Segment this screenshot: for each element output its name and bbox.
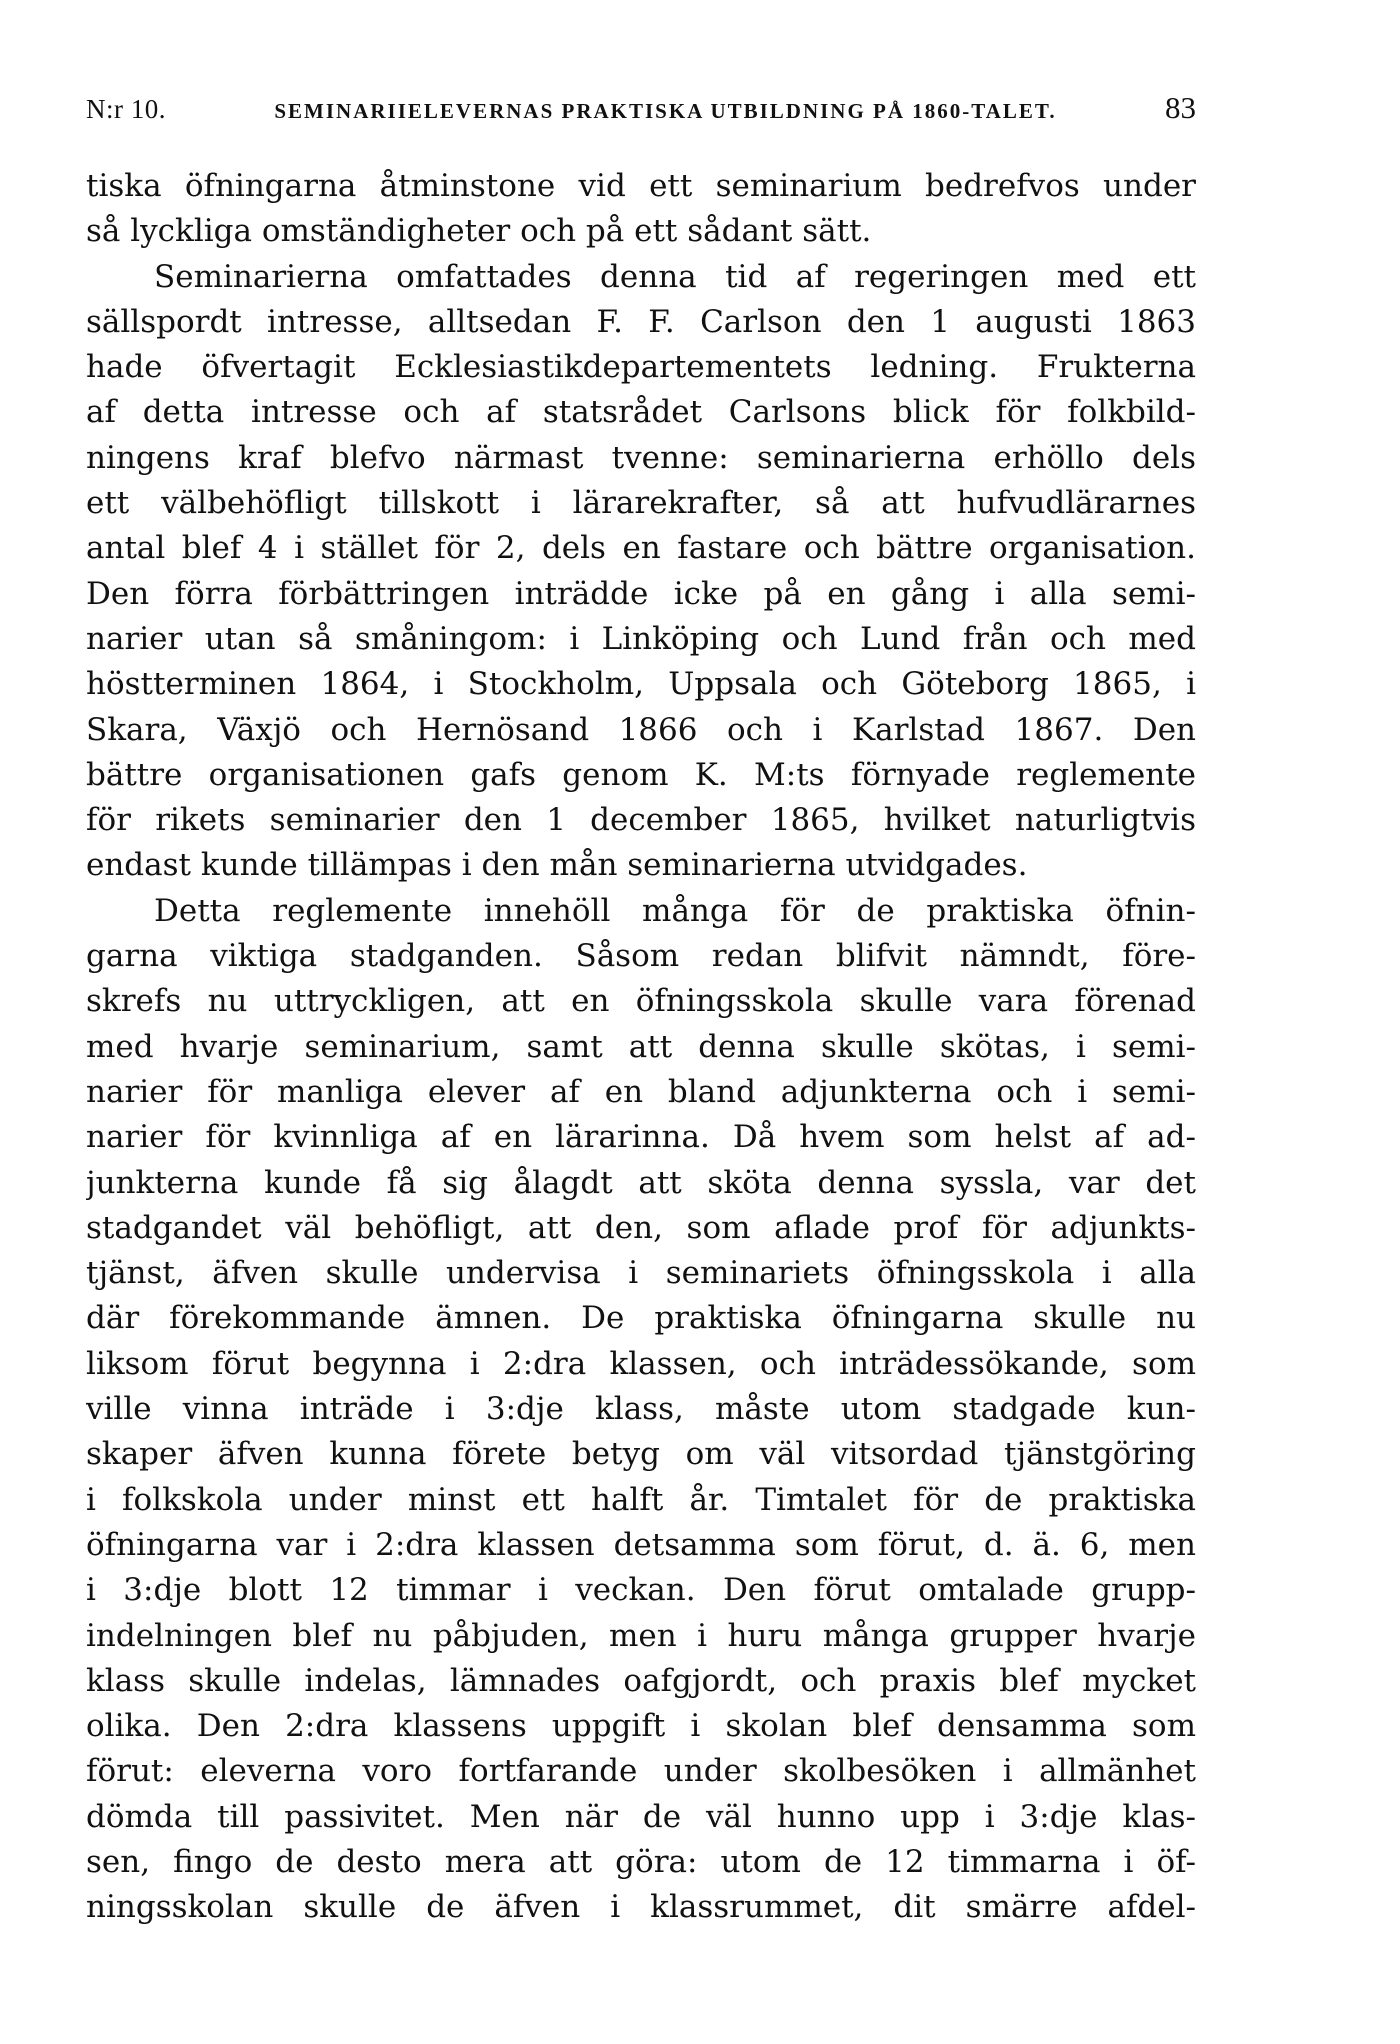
text-line: tiska öfningarna åtminstone vid ett seminarium bedrefvos under bbox=[86, 168, 1196, 204]
text-line: där förekommande ämnen. De praktiska öfningarna skulle nu bbox=[86, 1300, 1196, 1337]
text-line: dömda till passivitet. Men när de väl hunno upp i 3:dje klas- bbox=[86, 1798, 1196, 1835]
text-line: Den förra förbättringen inträdde icke på en gång i alla semi- bbox=[86, 575, 1196, 612]
text-line: stadgandet väl behöfligt, att den, som aflade prof för adjunkts- bbox=[86, 1209, 1196, 1246]
text-line: liksom förut begynna i 2:dra klassen, och inträdessökande, som bbox=[86, 1345, 1196, 1382]
text-line: höstterminen 1864, i Stockholm, Uppsala och Göteborg 1865, i bbox=[86, 666, 1196, 703]
text-line: ningens kraf blefvo närmast tvenne: seminarierna erhöllo dels bbox=[86, 439, 1196, 476]
text-line: ett välbehöfligt tillskott i lärarekrafter, så att hufvudlärarnes bbox=[86, 485, 1196, 522]
text-line: med hvarje seminarium, samt att denna skulle skötas, i semi- bbox=[86, 1028, 1196, 1065]
running-title: SEMINARIIELEVERNAS PRAKTISKA UTBILDNING PÅ 1860-TALET. bbox=[274, 99, 1057, 123]
text-line: narier för kvinnliga af en lärarinna. Då hvem som helst af ad- bbox=[86, 1119, 1196, 1156]
text-line: hade öfvertagit Ecklesiastikdepartementets ledning. Frukterna bbox=[86, 349, 1196, 386]
text-line: Detta reglemente innehöll många för de praktiska öfnin- bbox=[154, 892, 1196, 929]
text-line: garna viktiga stadganden. Såsom redan blifvit nämndt, före- bbox=[86, 938, 1196, 975]
issue-number: N:r 10. bbox=[86, 94, 166, 124]
text-line: ville vinna inträde i 3:dje klass, måste utom stadgade kun- bbox=[86, 1391, 1196, 1428]
text-line: sen, fingo de desto mera att göra: utom de 12 timmarna i öf- bbox=[86, 1843, 1196, 1880]
text-line: förut: eleverna voro fortfarande under skolbesöken i allmänhet bbox=[86, 1753, 1196, 1790]
body-text bbox=[86, 164, 1196, 1931]
text-line: tjänst, äfven skulle undervisa i seminariets öfningsskola i alla bbox=[86, 1255, 1196, 1292]
text-line: öfningarna var i 2:dra klassen detsamma som förut, d. ä. 6, men bbox=[86, 1526, 1196, 1563]
text-line: bättre organisationen gafs genom K. M:ts förnyade reglemente bbox=[86, 756, 1196, 793]
text-line: antal blef 4 i stället för 2, dels en fastare och bättre organisation. bbox=[86, 530, 1196, 567]
text-line: i folkskola under minst ett halft år. Timtalet för de praktiska bbox=[86, 1481, 1196, 1518]
text-line: indelningen blef nu påbjuden, men i huru många grupper hvarje bbox=[86, 1617, 1196, 1654]
text-line: sällspordt intresse, alltsedan F. F. Carlson den 1 augusti 1863 bbox=[86, 303, 1196, 340]
text-line: af detta intresse och af statsrådet Carlsons blick för folkbild- bbox=[86, 394, 1196, 431]
text-line: narier utan så småningom: i Linköping och Lund från och med bbox=[86, 620, 1196, 657]
text-line: olika. Den 2:dra klassens uppgift i skolan blef densamma som bbox=[86, 1708, 1196, 1745]
text-line: endast kunde tillämpas i den mån seminarierna utvidgades. bbox=[86, 847, 1028, 884]
text-line: för rikets seminarier den 1 december 1865, hvilket naturligtvis bbox=[86, 802, 1196, 839]
book-page bbox=[86, 90, 1196, 1931]
text-line: junkterna kunde få sig ålagdt att sköta denna syssla, var det bbox=[86, 1164, 1196, 1201]
text-line: skrefs nu uttryckligen, att en öfningsskola skulle vara förenad bbox=[86, 983, 1196, 1020]
text-line: narier för manliga elever af en bland adjunkterna och i semi- bbox=[86, 1073, 1196, 1110]
text-line: i 3:dje blott 12 timmar i veckan. Den förut omtalade grupp- bbox=[86, 1572, 1196, 1609]
text-line: klass skulle indelas, lämnades oafgjordt, och praxis blef mycket bbox=[86, 1662, 1196, 1699]
text-line: ningsskolan skulle de äfven i klassrummet, dit smärre afdel- bbox=[86, 1889, 1196, 1926]
page-number: 83 bbox=[1165, 90, 1196, 125]
running-head bbox=[86, 90, 1196, 138]
text-line: skaper äfven kunna förete betyg om väl vitsordad tjänstgöring bbox=[86, 1436, 1196, 1473]
text-line: så lyckliga omständigheter och på ett sådant sätt. bbox=[86, 213, 872, 250]
text-line: Seminarierna omfattades denna tid af regeringen med ett bbox=[154, 258, 1196, 295]
text-line: Skara, Växjö och Hernösand 1866 och i Karlstad 1867. Den bbox=[86, 711, 1196, 748]
